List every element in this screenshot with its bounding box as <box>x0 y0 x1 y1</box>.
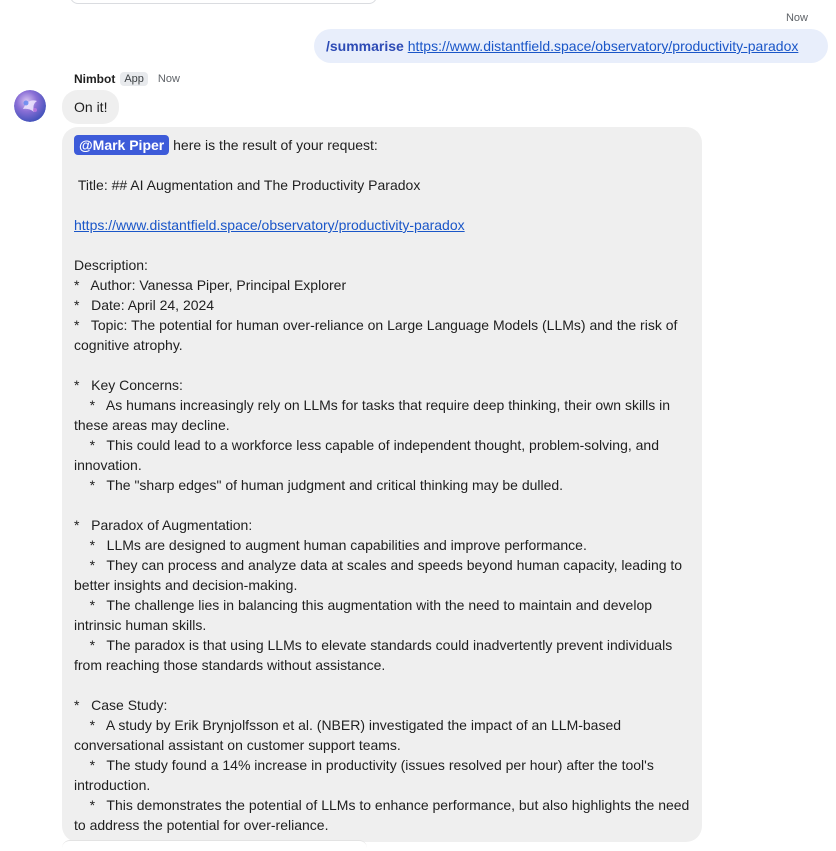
user-message-timestamp: Now <box>785 12 808 24</box>
blank-line <box>74 675 692 695</box>
blank-line <box>74 355 692 375</box>
bot-message-timestamp: Now <box>157 73 180 85</box>
paradox-item: * LLMs are designed to augment human capabilities and improve performance. <box>74 537 587 553</box>
result-intro-text: here is the result of your request: <box>169 137 378 153</box>
previous-message-bubble <box>70 0 377 4</box>
blank-line <box>74 495 692 515</box>
description-item: * Topic: The potential for human over-reliance on Large Language Models (LLMs) and the risk of cognitive atrophy. <box>74 317 682 353</box>
case-study-item: * The study found a 14% increase in productivity (issues resolved per hour) after the tool's introduction. <box>74 757 658 793</box>
bot-avatar[interactable] <box>14 90 46 122</box>
slash-command: /summarise <box>326 38 404 54</box>
bot-message-header <box>74 72 180 86</box>
result-link-line <box>74 215 692 235</box>
app-badge: App <box>120 72 148 86</box>
bot-avatar-icon <box>14 90 46 122</box>
key-concern-item: * The "sharp edges" of human judgment and critical thinking may be dulled. <box>74 477 564 493</box>
paradox-item: * The challenge lies in balancing this augmentation with the need to maintain and develop intrinsic human skills. <box>74 597 656 633</box>
key-concern-item: * As humans increasingly rely on LLMs for tasks that require deep thinking, their own skills in these areas may decline. <box>74 397 674 433</box>
blank-line <box>74 155 692 175</box>
description-item: * Date: April 24, 2024 <box>74 297 215 313</box>
result-intro-line <box>74 135 692 155</box>
result-article-link[interactable]: https://www.distantfield.space/observatory/productivity-paradox <box>74 217 465 233</box>
case-study-item: * A study by Erik Brynjolfsson et al. (NBER) investigated the impact of an LLM-based conversational assistant on customer support teams. <box>74 717 625 753</box>
paradox-item: * The paradox is that using LLMs to elevate standards could inadvertently prevent individuals from reaching those standards without assistance. <box>74 637 677 673</box>
blank-line <box>74 235 692 255</box>
user-message-link[interactable]: https://www.distantfield.space/observatory/productivity-paradox <box>407 38 799 54</box>
result-title: Title: ## AI Augmentation and The Productivity Paradox <box>74 177 421 193</box>
case-study-item: * This demonstrates the potential of LLMs to enhance performance, but also highlights the need to address the potential for over-reliance. <box>74 797 694 833</box>
user-mention-chip[interactable]: @Mark Piper <box>74 135 169 155</box>
key-concern-item: * This could lead to a workforce less capable of independent thought, problem-solving, and innovation. <box>74 437 663 473</box>
bot-ack-text: On it! <box>74 99 108 115</box>
case-study-heading: * Case Study: <box>74 697 168 713</box>
bot-ack-bubble <box>62 90 119 124</box>
paradox-item: * They can process and analyze data at scales and speeds beyond human capacity, leading to better insights and decision-making. <box>74 557 686 593</box>
bot-name[interactable]: Nimbot <box>74 72 116 86</box>
key-concerns-heading: * Key Concerns: <box>74 377 183 393</box>
description-label: Description: <box>74 257 148 273</box>
paradox-heading: * Paradox of Augmentation: <box>74 517 253 533</box>
user-message-bubble <box>314 29 828 63</box>
blank-line <box>74 195 692 215</box>
description-item: * Author: Vanessa Piper, Principal Explorer <box>74 277 347 293</box>
bot-result-bubble <box>62 127 702 842</box>
